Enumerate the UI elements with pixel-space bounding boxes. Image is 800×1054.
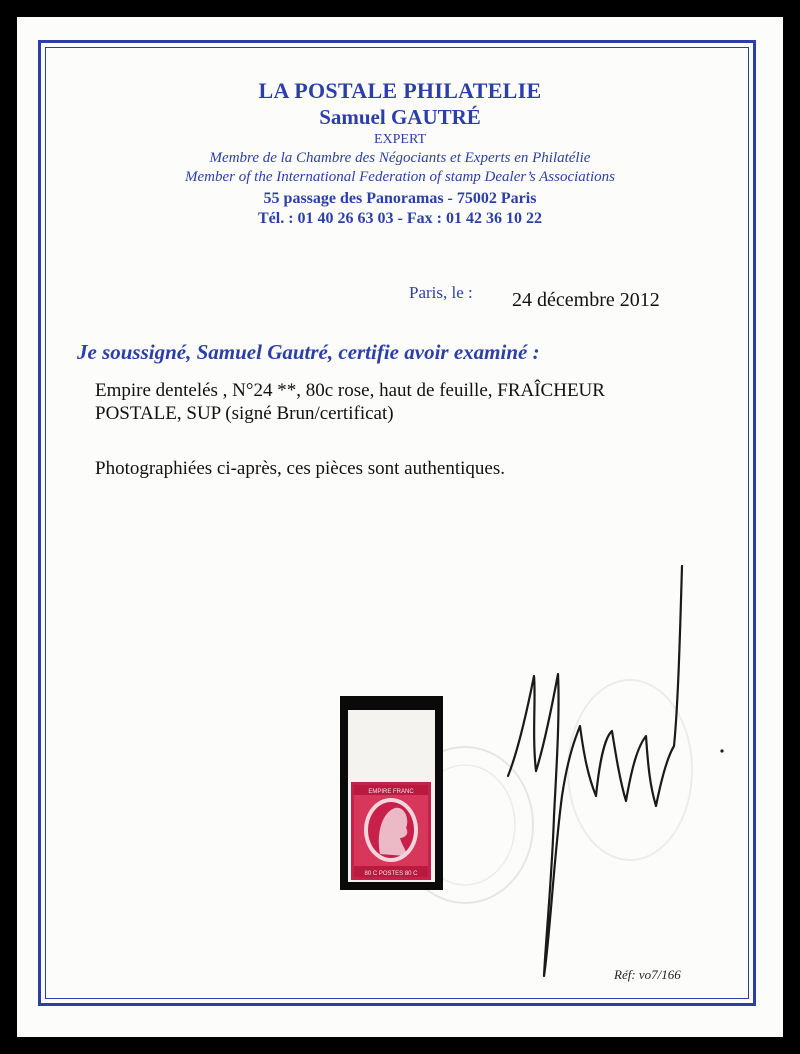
stamp-bottom-text: 80 C POSTES 80 C xyxy=(364,871,418,877)
signature-image xyxy=(496,556,726,986)
stamp-top-text: EMPIRE FRANC xyxy=(368,789,414,795)
stamp-description-line-2: POSTALE, SUP (signé Brun/certificat) xyxy=(95,403,394,424)
expert-name: Samuel GAUTRÉ xyxy=(319,105,481,129)
company-address: 55 passage des Panoramas - 75002 Paris xyxy=(263,190,537,207)
authenticity-statement: Photographiées ci-après, ces pièces sont authentiques. xyxy=(95,458,505,479)
company-title: LA POSTALE PHILATELIE xyxy=(258,78,542,103)
expert-role: EXPERT xyxy=(373,132,427,147)
membership-english: Member of the International Federation of stamp Dealer’s Associations xyxy=(185,169,615,185)
reference-number: Réf: vo7/166 xyxy=(614,967,681,982)
membership-french: Membre de la Chambre des Négociants et Experts en Philatélie xyxy=(209,150,591,166)
stamp-description-line-1: Empire dentelés , N°24 **, 80c rose, haut de feuille, FRAÎCHEUR xyxy=(95,380,605,401)
date-value: 24 décembre 2012 xyxy=(512,289,660,311)
stamp-photo xyxy=(340,696,443,890)
date-label: Paris, le : xyxy=(409,283,473,302)
company-phone: Tél. : 01 40 26 63 03 - Fax : 01 42 36 10 22 xyxy=(258,210,542,227)
certify-statement: Je soussigné, Samuel Gautré, certifie avoir examiné : xyxy=(77,340,540,364)
